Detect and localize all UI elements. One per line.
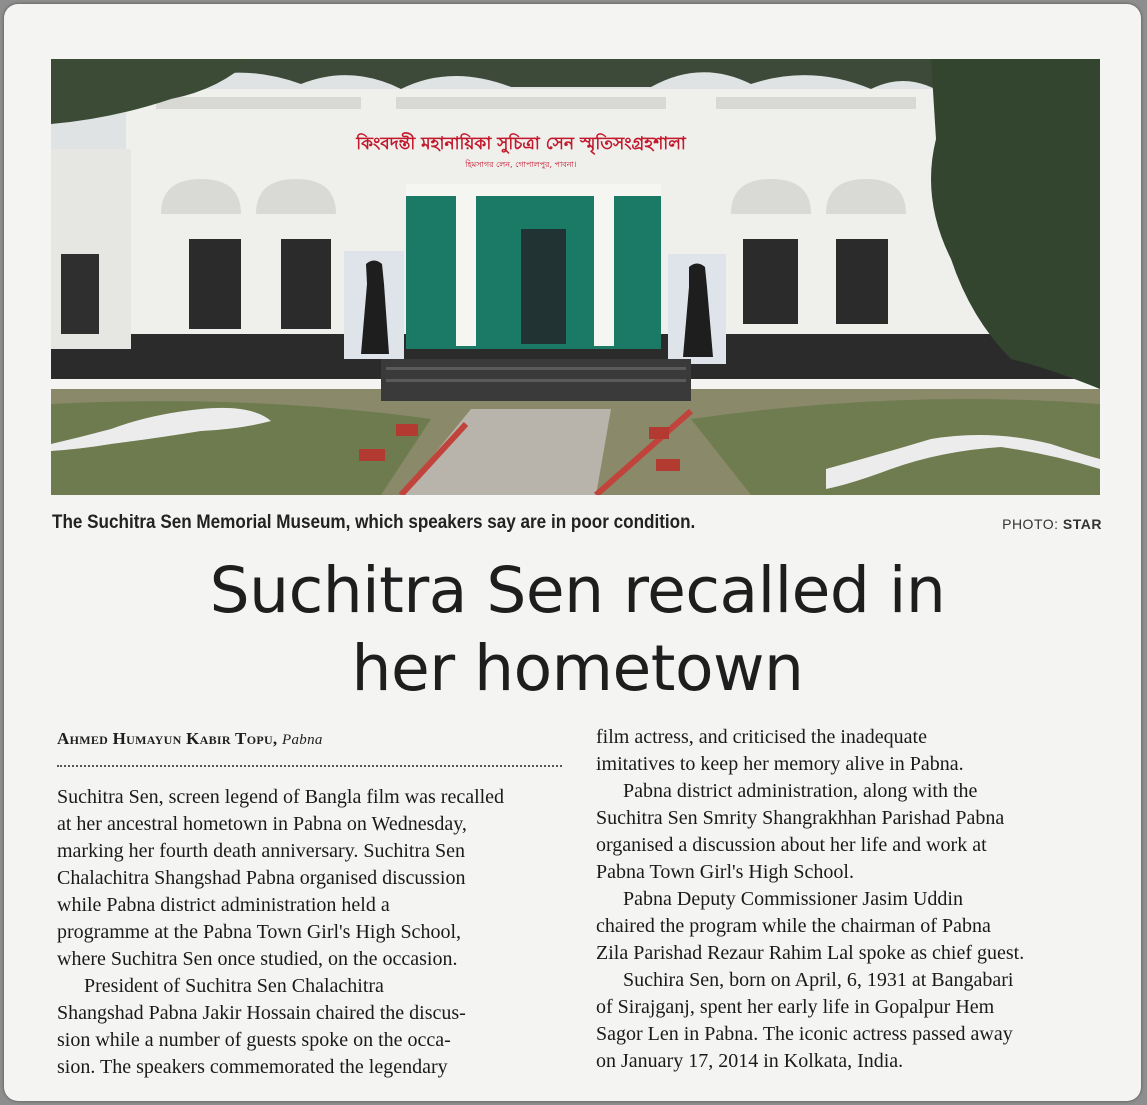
credit-name: STAR: [1062, 516, 1102, 532]
photo-caption: [52, 512, 1102, 536]
paragraph: Pabna Deputy Commissioner Jasim Uddin chaired the program while the chairman of Pabna Zila Parishad Rezaur Rahim Lal spoke as chief guest.: [596, 888, 1025, 964]
paragraph: Pabna district administration, along with the Suchitra Sen Smrity Shangrakhhan Parishad Pabna organised a discussion about her life and work at Pabna Town Girl's High School.: [596, 780, 1005, 883]
byline: [57, 729, 323, 749]
byline-author: Ahmed Humayun Kabir Topu,: [57, 729, 278, 748]
museum-photo: [51, 59, 1100, 495]
parapet: [156, 97, 916, 109]
dotted-divider: [57, 765, 562, 767]
paragraph: Suchitra Sen, screen legend of Bangla film was recalled at her ancestral hometown in Pabna on Wednesday, marking her fourth death anniversary. Suchitra Sen Chalachitra Shangshad Pabna organised discussion while Pabna district administration held a programme at the Pabna Town Girl's High School, where Suchitra Sen once studied, on the occasion.: [57, 786, 505, 970]
museum-sign: কিংবদন্তী মহানায়িকা সুচিত্রা সেন স্মৃতিসংগ্রহশালা: [356, 134, 686, 154]
byline-place: Pabna: [282, 732, 323, 748]
museum-sign-subtext: হিমসাগর লেন, গোপালপুর, পাবনা।: [465, 160, 577, 169]
headline: [4, 552, 1141, 708]
article-page: [4, 4, 1141, 1101]
headline-line-1: Suchitra Sen recalled in: [209, 554, 946, 627]
article-column-2: [596, 724, 1111, 1075]
credit-prefix: PHOTO:: [1002, 516, 1059, 532]
caption-text: The Suchitra Sen Memorial Museum, which speakers say are in poor condition.: [52, 512, 696, 533]
portrait-banner-left: [344, 251, 404, 359]
article-column-1: [57, 784, 575, 1081]
photo-credit: [1002, 516, 1102, 532]
paragraph: President of Suchitra Sen Chalachitra Shangshad Pabna Jakir Hossain chaired the discus- sion while a number of guests spoke on the occa- sion. The speakers commemorated the legendary: [57, 975, 466, 1078]
paragraph: film actress, and criticised the inadequate imitatives to keep her memory alive in Pabna.: [596, 726, 964, 775]
paragraph: Suchira Sen, born on April, 6, 1931 at Bangabari of Sirajganj, spent her early life in Gopalpur Hem Sagor Len in Pabna. The iconic actress passed away on January 17, 2014 in Kolkata, India.: [596, 969, 1014, 1072]
headline-line-2: her hometown: [351, 632, 804, 705]
portrait-banner-right: [668, 254, 726, 364]
